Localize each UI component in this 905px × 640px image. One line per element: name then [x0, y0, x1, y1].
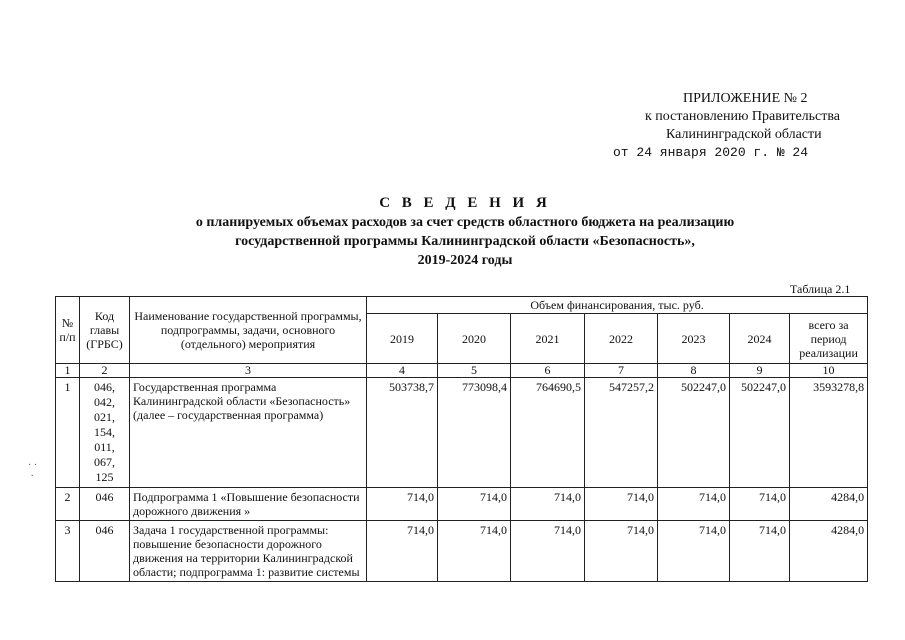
header-year: 2024 — [730, 314, 790, 364]
column-number: 6 — [511, 364, 585, 378]
document-heading — [100, 194, 830, 270]
row-value: 714,0 — [658, 521, 730, 582]
row-code: 046 — [80, 521, 130, 582]
header-code: Код главы (ГРБС) — [80, 297, 130, 364]
scan-marks: · · · — [28, 460, 38, 482]
row-name: Подпрограмма 1 «Повышение безопасности дорожного движения » — [130, 488, 367, 521]
appendix-ref: к постановлению Правительства — [645, 109, 841, 124]
column-number: 9 — [730, 364, 790, 378]
row-value: 714,0 — [730, 521, 790, 582]
header-year: 2022 — [585, 314, 658, 364]
row-value: 714,0 — [438, 488, 511, 521]
row-code: 046 — [80, 488, 130, 521]
header-year: 2019 — [367, 314, 438, 364]
row-value: 714,0 — [585, 488, 658, 521]
header-name: Наименование государственной программы, подпрограммы, задачи, основного (отдельного) мероприятия — [130, 297, 367, 364]
header-funding: Объем финансирования, тыс. руб. — [367, 297, 868, 314]
heading-line-2: о планируемых объемах расходов за счет средств областного бюджета на реализацию — [195, 215, 735, 230]
table-row — [56, 488, 868, 521]
appendix-title: ПРИЛОЖЕНИЕ № 2 — [683, 91, 808, 106]
table-row — [56, 521, 868, 582]
row-value: 764690,5 — [511, 378, 585, 488]
header-year: 2021 — [511, 314, 585, 364]
header-row-1 — [56, 297, 868, 314]
column-number: 7 — [585, 364, 658, 378]
row-value: 773098,4 — [438, 378, 511, 488]
row-value: 714,0 — [511, 521, 585, 582]
appendix-date: от 24 января 2020 г. № 24 — [613, 145, 809, 160]
heading-line-3: государственной программы Калининградской области «Безопасность», — [235, 234, 695, 249]
header-total: всего за период реализации — [790, 314, 868, 364]
header-num: № п/п — [56, 297, 80, 364]
appendix-region: Калининградской области — [666, 127, 822, 142]
header-year: 2020 — [438, 314, 511, 364]
column-number-row — [56, 364, 868, 378]
row-value: 502247,0 — [730, 378, 790, 488]
column-number: 10 — [790, 364, 868, 378]
funding-table — [55, 296, 868, 582]
column-number: 8 — [658, 364, 730, 378]
row-name: Задача 1 государственной программы: повышение безопасности дорожного движения на территории Калининградской области; подпрограмма 1: развитие системы — [130, 521, 367, 582]
table-caption: Таблица 2.1 — [790, 282, 851, 296]
row-value: 714,0 — [585, 521, 658, 582]
row-value: 503738,7 — [367, 378, 438, 488]
row-value: 547257,2 — [585, 378, 658, 488]
column-number: 4 — [367, 364, 438, 378]
row-value: 714,0 — [367, 521, 438, 582]
row-num: 1 — [56, 378, 80, 488]
row-num: 3 — [56, 521, 80, 582]
header-year: 2023 — [658, 314, 730, 364]
heading-line-4: 2019-2024 годы — [417, 253, 513, 268]
row-code: 046, 042, 021, 154, 011, 067, 125 — [80, 378, 130, 488]
row-value: 3593278,8 — [790, 378, 868, 488]
row-name: Государственная программа Калининградской области «Безопасность» (далее – государственная программа) — [130, 378, 367, 488]
row-value: 714,0 — [438, 521, 511, 582]
row-value: 502247,0 — [658, 378, 730, 488]
heading-title: С В Е Д Е Н И Я — [379, 195, 551, 211]
row-value: 4284,0 — [790, 488, 868, 521]
row-value: 4284,0 — [790, 521, 868, 582]
column-number: 3 — [130, 364, 367, 378]
column-number: 5 — [438, 364, 511, 378]
column-number: 2 — [80, 364, 130, 378]
row-value: 714,0 — [511, 488, 585, 521]
row-value: 714,0 — [730, 488, 790, 521]
appendix-block — [600, 90, 890, 162]
column-number: 1 — [56, 364, 80, 378]
table-row — [56, 378, 868, 488]
row-value: 714,0 — [658, 488, 730, 521]
row-num: 2 — [56, 488, 80, 521]
row-value: 714,0 — [367, 488, 438, 521]
